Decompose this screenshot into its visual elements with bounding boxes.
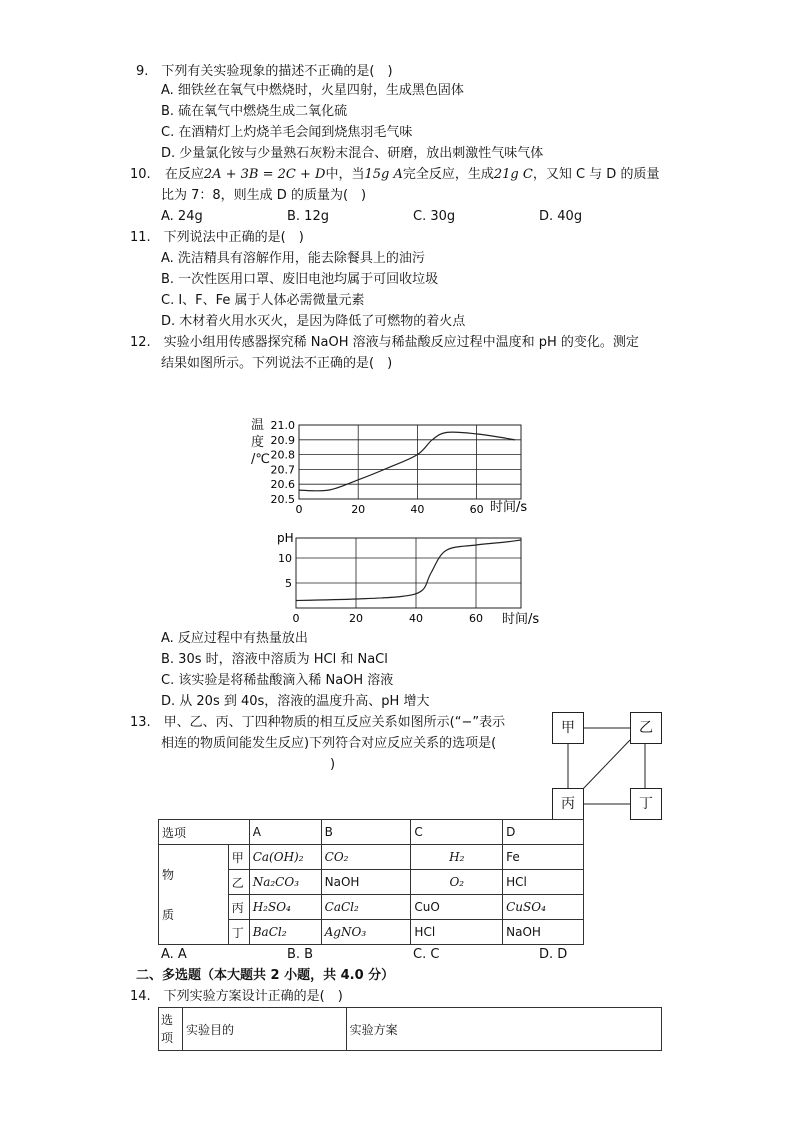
table-cell: NaOH [503,920,584,945]
table-cell: CO₂ [321,845,411,870]
header-d: D [503,820,584,845]
x-tick-label: 40 [409,612,423,625]
q9-stem: 9. 下列有关实验现象的描述不正确的是( ) [136,64,393,79]
table-cell: AgNO₃ [321,920,411,945]
q9-option-a[interactable]: A. 细铁丝在氧气中燃烧时，火星四射，生成黑色固体 [161,83,464,98]
table-cell: NaOH [321,870,411,895]
y-tick-label: 20.5 [270,493,295,506]
q13-option-c[interactable]: C. C [413,947,440,962]
q12-option-c[interactable]: C. 该实验是将稀盐酸滴入稀 NaOH 溶液 [161,673,394,688]
table-cell: CaCl₂ [321,895,411,920]
q12-option-d[interactable]: D. 从 20s 到 40s，溶液的温度升高、pH 增大 [161,694,430,709]
q10-mass-c: 21g C [493,167,533,182]
ph-curve [296,540,521,601]
q9-option-d[interactable]: D. 少量氯化铵与少量熟石灰粉末混合、研磨，放出刺激性气味气体 [161,146,544,161]
q9-option-c[interactable]: C. 在酒精灯上灼烧羊毛会闻到烧焦羽毛气味 [161,125,413,140]
plot-frame [299,425,521,499]
table-cell: CuSO₄ [503,895,584,920]
y-tick-label: 10 [278,552,292,565]
table-cell: Fe [503,845,584,870]
temperature-y-axis-label: 温 度 /℃ [251,418,270,467]
q12-stem-line2: 结果如图所示。下列说法不正确的是( ) [161,356,393,371]
q13-stem: 13. 甲、乙、丙、丁四种物质的相互反应关系如图所示(“−”表示 [130,715,506,730]
table-cell: CuO [411,895,503,920]
q10-stem [130,166,659,184]
q10-equation: 2A + 3B = 2C + D [203,167,326,182]
table-cell: Na₂CO₃ [249,870,321,895]
ph-y-axis-label: pH [277,531,294,545]
diagram-node-bing: 丙 [552,788,584,820]
ph-x-axis-label: 时间/s [502,612,540,627]
q10-mass-a: 15g A [364,167,403,182]
table-row [159,1008,662,1051]
y-tick-label: 5 [285,577,292,590]
q11-option-c[interactable]: C. I、F、Fe 属于人体必需微量元素 [161,293,365,308]
q13-stem-line2: 相连的物质间能发生反应)下列符合对应反应关系的选项是( [161,736,497,751]
header-option: 选项 [159,820,250,845]
x-tick-label: 60 [469,503,484,516]
q13-stem-line3: ) [330,757,336,772]
x-tick-label: 60 [469,612,483,625]
substance-label: 物 质 [159,845,229,945]
q10-text-4: ，又知 C 与 D 的质量 [532,167,660,182]
q12-option-a[interactable]: A. 反应过程中有热量放出 [161,631,308,646]
q12-stem: 12. 实验小组用传感器探究稀 NaOH 溶液与稀盐酸反应过程中温度和 pH 的变化。测定 [130,335,639,350]
table-cell: Ca(OH)₂ [249,845,321,870]
x-tick-label: 20 [349,612,363,625]
q13-option-d[interactable]: D. D [539,947,568,962]
y-tick-label: 20.8 [270,448,295,462]
q14-stem: 14. 下列实验方案设计正确的是( ) [130,989,343,1004]
q10-number: 10. [130,167,151,182]
q13-option-b[interactable]: B. B [287,947,314,962]
x-tick-label: 40 [410,503,425,516]
table-row [159,820,584,845]
table-cell: HCl [411,920,503,945]
row-name: 乙 [228,870,249,895]
header-b: B [321,820,411,845]
table-row [159,845,584,870]
q13-table [158,819,584,945]
diagram-node-jia: 甲 [552,712,584,744]
header-a: A [249,820,321,845]
row-name: 丙 [228,895,249,920]
temperature-curve [299,432,515,491]
plot-frame [296,538,521,608]
q10-option-b[interactable]: B. 12g [287,209,329,224]
row-name: 丁 [228,920,249,945]
diagram-node-yi: 乙 [630,712,662,744]
q11-option-a[interactable]: A. 洗洁精具有溶解作用，能去除餐具上的油污 [161,251,425,266]
section-heading: 二、多选题（本大题共 2 小题，共 4.0 分） [136,968,395,983]
q11-option-d[interactable]: D. 木材着火用水灭火，是因为降低了可燃物的着火点 [161,314,466,329]
table-cell: BaCl₂ [249,920,321,945]
diagram-node-ding: 丁 [630,788,662,820]
y-tick-label: 20.7 [270,463,295,477]
q10-stem-line2: 比为 7：8，则生成 D 的质量为( ) [161,188,367,203]
q10-option-c[interactable]: C. 30g [413,209,456,224]
table-cell: H₂SO₄ [249,895,321,920]
q10-text-2: 中，当 [325,167,365,182]
q14-header-purpose: 实验目的 [182,1008,346,1051]
q14-header-plan: 实验方案 [346,1008,661,1051]
q11-option-b[interactable]: B. 一次性医用口罩、废旧电池均属于可回收垃圾 [161,272,439,287]
q9-option-b[interactable]: B. 硫在氧气中燃烧生成二氧化硫 [161,104,348,119]
temperature-chart [240,410,550,520]
table-cell: HCl [503,870,584,895]
q11-stem: 11. 下列说法中正确的是( ) [130,230,304,245]
table-cell: O₂ [411,870,503,895]
table-cell: H₂ [411,845,503,870]
x-tick-label: 20 [351,503,366,516]
q10-option-d[interactable]: D. 40g [539,209,583,224]
y-tick-label: 20.9 [270,433,295,447]
q10-text-3: 完全反应，生成 [402,167,494,182]
q14-header-option: 选 项 [159,1008,183,1051]
q10-text-1: 在反应 [164,167,204,182]
temperature-x-axis-label: 时间/s [490,500,528,515]
q12-option-b[interactable]: B. 30s 时，溶液中溶质为 HCl 和 NaCl [161,652,388,667]
q13-option-a[interactable]: A. A [161,947,187,962]
row-name: 甲 [228,845,249,870]
header-c: C [411,820,503,845]
ph-chart [265,528,555,630]
x-tick-label: 0 [295,503,303,516]
y-tick-label: 20.6 [270,478,295,492]
y-tick-label: 21.0 [270,419,295,432]
x-tick-label: 0 [292,612,300,625]
q14-table [158,1007,662,1051]
q10-option-a[interactable]: A. 24g [161,209,203,224]
